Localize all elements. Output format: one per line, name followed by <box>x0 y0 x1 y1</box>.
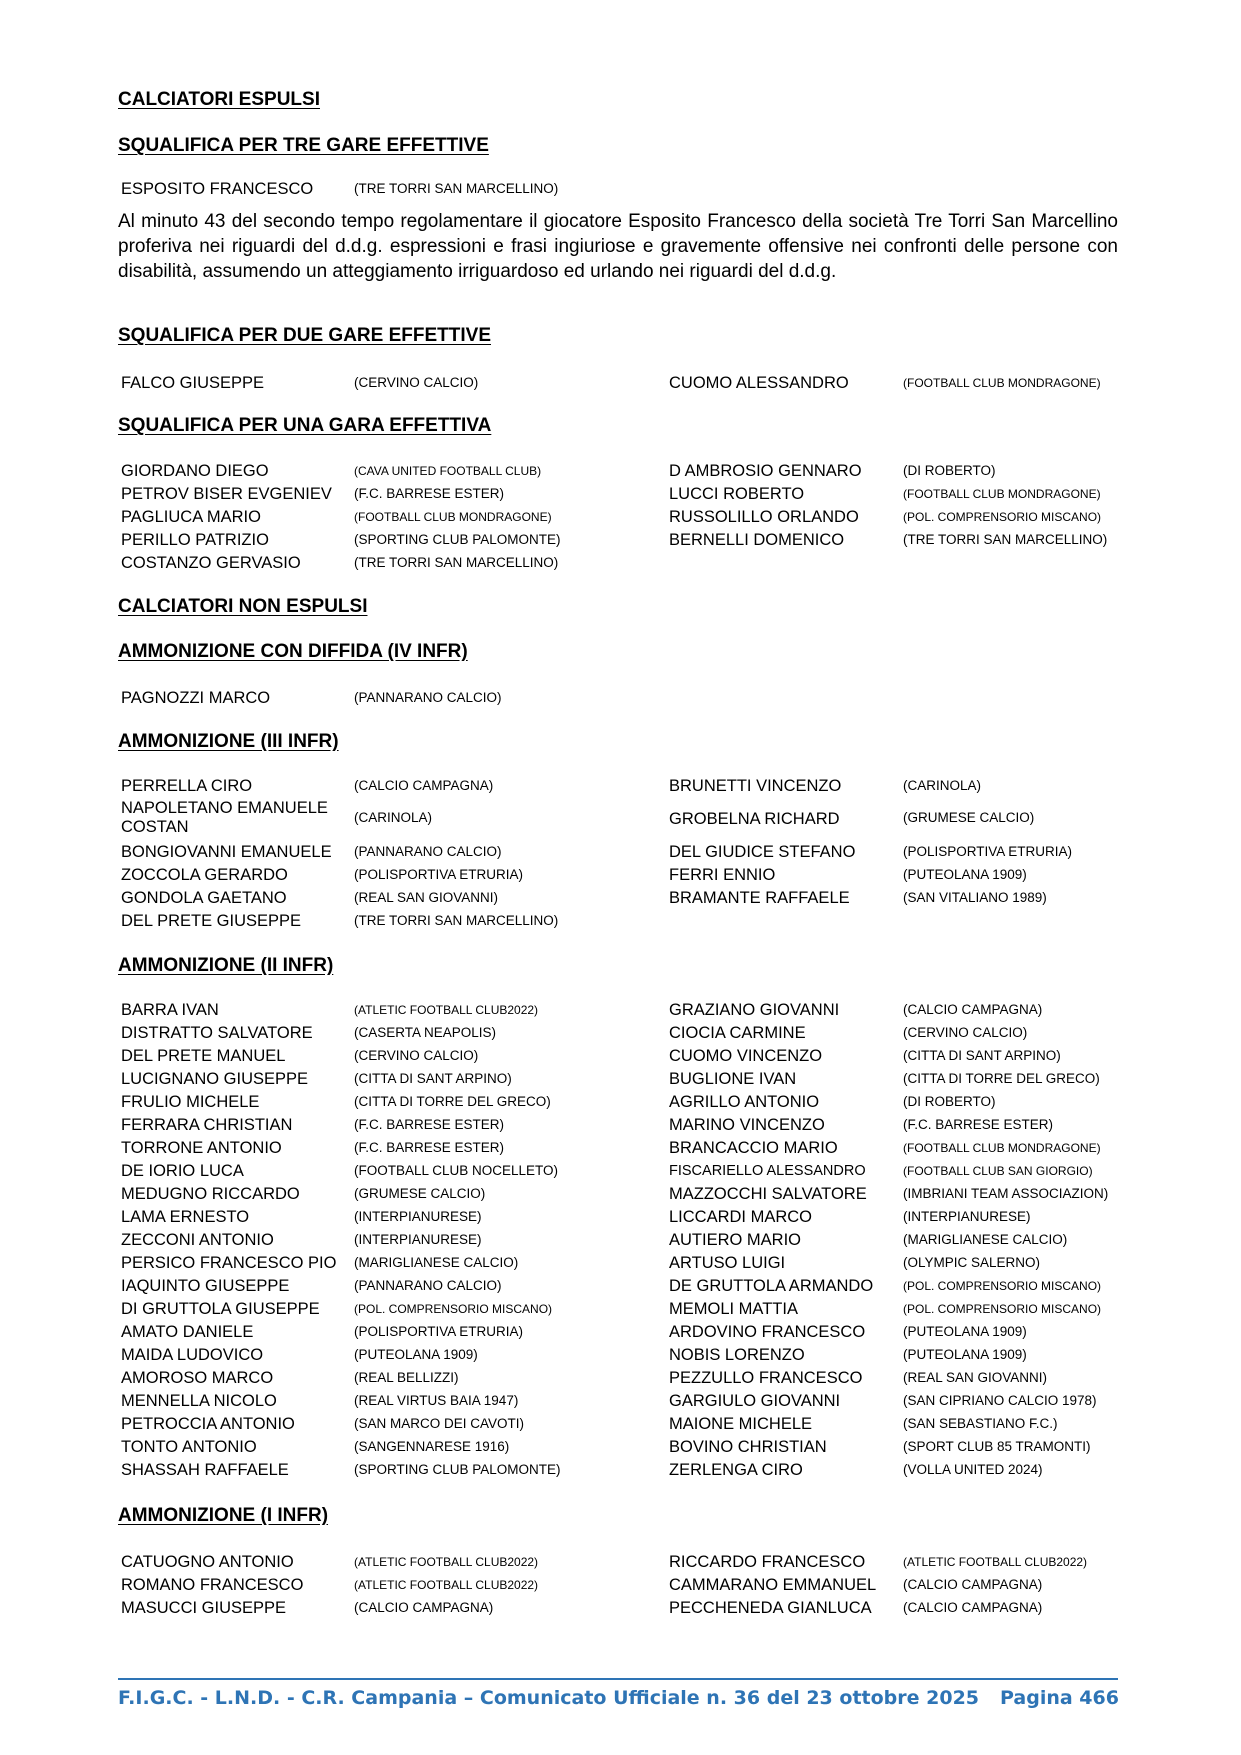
player-name: BARRA IVAN <box>121 1001 219 1019</box>
team-name: (CITTA DI SANT ARPINO) <box>354 1071 512 1086</box>
table-row <box>118 374 1128 398</box>
team-name: (CALCIO CAMPAGNA) <box>354 778 494 793</box>
section-title-ammonizione-i: AMMONIZIONE (I INFR) <box>118 1505 329 1526</box>
table-row <box>118 1208 1128 1232</box>
player-name: GIORDANO DIEGO <box>121 462 269 480</box>
player-name: ESPOSITO FRANCESCO <box>121 180 314 198</box>
team-name: (CALCIO CAMPAGNA) <box>354 1600 494 1615</box>
team-name: (F.C. BARRESE ESTER) <box>354 1117 505 1132</box>
team-name: (PANNARANO CALCIO) <box>354 844 502 859</box>
player-name: TORRONE ANTONIO <box>121 1139 282 1157</box>
section-title-calciatori-espulsi: CALCIATORI ESPULSI <box>118 89 320 110</box>
table-row <box>118 1346 1128 1370</box>
table-row <box>118 485 1128 509</box>
table-row <box>118 843 1128 867</box>
player-name: GARGIULO GIOVANNI <box>669 1392 841 1410</box>
team-name: (PUTEOLANA 1909) <box>903 1324 1027 1339</box>
table-row <box>118 180 1128 204</box>
team-name: (CERVINO CALCIO) <box>354 1048 479 1063</box>
team-name: (INTERPIANURESE) <box>903 1209 1031 1224</box>
table-row <box>118 531 1128 555</box>
table-row <box>118 1185 1128 1209</box>
table-row <box>118 1415 1128 1439</box>
team-name: (IMBRIANI TEAM ASSOCIAZION) <box>903 1186 1109 1201</box>
player-name: BRUNETTI VINCENZO <box>669 777 842 795</box>
table-row <box>118 1116 1128 1140</box>
player-name: DISTRATTO SALVATORE <box>121 1024 313 1042</box>
table-row <box>118 799 1128 841</box>
player-name: FERRI ENNIO <box>669 866 776 884</box>
table-row <box>118 1162 1128 1186</box>
table-row <box>118 1001 1128 1025</box>
team-name: (SPORTING CLUB PALOMONTE) <box>354 1462 561 1477</box>
player-name: BONGIOVANNI EMANUELE <box>121 843 332 861</box>
table-row <box>118 1576 1128 1600</box>
team-name: (SAN MARCO DEI CAVOTI) <box>354 1416 525 1431</box>
player-name: MENNELLA NICOLO <box>121 1392 277 1410</box>
team-name: (ATLETIC FOOTBALL CLUB2022) <box>903 1555 1088 1569</box>
team-name: (PANNARANO CALCIO) <box>354 690 502 705</box>
player-name: BOVINO CHRISTIAN <box>669 1438 827 1456</box>
table-row <box>118 508 1128 532</box>
player-name: AMATO DANIELE <box>121 1323 254 1341</box>
table-row <box>118 866 1128 890</box>
player-name: LICCARDI MARCO <box>669 1208 813 1226</box>
team-name: (CALCIO CAMPAGNA) <box>903 1577 1043 1592</box>
player-name: FALCO GIUSEPPE <box>121 374 265 392</box>
player-name: RICCARDO FRANCESCO <box>669 1553 866 1571</box>
team-name: (SAN VITALIANO 1989) <box>903 890 1047 905</box>
player-name: PERSICO FRANCESCO PIO <box>121 1254 337 1272</box>
player-name: AUTIERO MARIO <box>669 1231 802 1249</box>
player-name: BRANCACCIO MARIO <box>669 1139 838 1157</box>
player-name: MEDUGNO RICCARDO <box>121 1185 300 1203</box>
player-name: MAIONE MICHELE <box>669 1415 813 1433</box>
team-name: (REAL VIRTUS BAIA 1947) <box>354 1393 519 1408</box>
player-name: ZECCONI ANTONIO <box>121 1231 274 1249</box>
team-name: (FOOTBALL CLUB MONDRAGONE) <box>903 1141 1101 1155</box>
table-row <box>118 1024 1128 1048</box>
section-title-ammonizione-diffida: AMMONIZIONE CON DIFFIDA (IV INFR) <box>118 641 468 662</box>
team-name: (F.C. BARRESE ESTER) <box>903 1117 1054 1132</box>
team-name: (GRUMESE CALCIO) <box>354 1186 486 1201</box>
team-name: (CERVINO CALCIO) <box>903 1025 1028 1040</box>
player-name: MAIDA LUDOVICO <box>121 1346 264 1364</box>
team-name: (ATLETIC FOOTBALL CLUB2022) <box>354 1003 539 1017</box>
team-name: (CASERTA NEAPOLIS) <box>354 1025 497 1040</box>
section-title-calciatori-non-espulsi: CALCIATORI NON ESPULSI <box>118 596 368 617</box>
team-name: (REAL SAN GIOVANNI) <box>354 890 499 905</box>
table-row <box>118 1047 1128 1071</box>
team-name: (DI ROBERTO) <box>903 1094 996 1109</box>
player-name: PERRELLA CIRO <box>121 777 253 795</box>
team-name: (CALCIO CAMPAGNA) <box>903 1002 1043 1017</box>
team-name: (TRE TORRI SAN MARCELLINO) <box>354 913 559 928</box>
player-name: MAZZOCCHI SALVATORE <box>669 1185 867 1203</box>
team-name: (FOOTBALL CLUB MONDRAGONE) <box>903 487 1101 501</box>
team-name: (POL. COMPRENSORIO MISCANO) <box>903 510 1102 524</box>
team-name: (F.C. BARRESE ESTER) <box>354 486 505 501</box>
player-name: CUOMO ALESSANDRO <box>669 374 849 392</box>
team-name: (CITTA DI SANT ARPINO) <box>903 1048 1061 1063</box>
table-row <box>118 1599 1128 1623</box>
player-name: PAGNOZZI MARCO <box>121 689 271 707</box>
player-name: MARINO VINCENZO <box>669 1116 825 1134</box>
team-name: (CITTA DI TORRE DEL GRECO) <box>903 1071 1100 1086</box>
player-name: NAPOLETANO EMANUELE <box>121 799 328 817</box>
table-row <box>118 1254 1128 1278</box>
team-name: (CITTA DI TORRE DEL GRECO) <box>354 1094 551 1109</box>
team-name: (POLISPORTIVA ETRURIA) <box>354 867 524 882</box>
team-name: (SAN SEBASTIANO F.C.) <box>903 1416 1058 1431</box>
table-row <box>118 912 1128 936</box>
team-name: (FOOTBALL CLUB MONDRAGONE) <box>354 510 552 524</box>
team-name: (POL. COMPRENSORIO MISCANO) <box>903 1302 1102 1316</box>
player-name: GROBELNA RICHARD <box>669 810 840 828</box>
player-name: MASUCCI GIUSEPPE <box>121 1599 287 1617</box>
team-name: (DI ROBERTO) <box>903 463 996 478</box>
player-name: ROMANO FRANCESCO <box>121 1576 304 1594</box>
team-name: (FOOTBALL CLUB SAN GIORGIO) <box>903 1164 1093 1178</box>
player-name: ZERLENGA CIRO <box>669 1461 803 1479</box>
player-name: DE IORIO LUCA <box>121 1162 244 1180</box>
player-name: AMOROSO MARCO <box>121 1369 274 1387</box>
table-row <box>118 1139 1128 1163</box>
player-name: PECCHENEDA GIANLUCA <box>669 1599 872 1617</box>
player-name: PAGLIUCA MARIO <box>121 508 261 526</box>
team-name: (INTERPIANURESE) <box>354 1209 482 1224</box>
player-name: AGRILLO ANTONIO <box>669 1093 820 1111</box>
player-name: GONDOLA GAETANO <box>121 889 287 907</box>
player-name: MEMOLI MATTIA <box>669 1300 798 1318</box>
footer-text: F.I.G.C. - L.N.D. - C.R. Campania – Comunicato Ufficiale n. 36 del 23 ottobre 2025 <box>118 1687 980 1709</box>
team-name: (VOLLA UNITED 2024) <box>903 1462 1043 1477</box>
table-row <box>118 1438 1128 1462</box>
team-name: (POL. COMPRENSORIO MISCANO) <box>903 1279 1102 1293</box>
team-name: (F.C. BARRESE ESTER) <box>354 1140 505 1155</box>
player-name: PETROCCIA ANTONIO <box>121 1415 295 1433</box>
team-name: (ATLETIC FOOTBALL CLUB2022) <box>354 1555 539 1569</box>
footer-divider <box>118 1678 1118 1680</box>
team-name: (PUTEOLANA 1909) <box>903 867 1027 882</box>
player-name: LAMA ERNESTO <box>121 1208 250 1226</box>
team-name: (ATLETIC FOOTBALL CLUB2022) <box>354 1578 539 1592</box>
team-name: (FOOTBALL CLUB MONDRAGONE) <box>903 376 1101 390</box>
team-name: (SAN CIPRIANO CALCIO 1978) <box>903 1393 1097 1408</box>
player-name: CATUOGNO ANTONIO <box>121 1553 294 1571</box>
table-row <box>118 1277 1128 1301</box>
player-name: FRULIO MICHELE <box>121 1093 260 1111</box>
player-name: DEL PRETE GIUSEPPE <box>121 912 302 930</box>
disciplinary-note: Al minuto 43 del secondo tempo regolamentare il giocatore Esposito Francesco della società Tre Torri San Marcellino proferiva nei riguardi del d.d.g. espressioni e frasi ingiuriose e gravemente offensive nei confronti delle persone con disabilità, assumendo un atteggiamento irriguardoso ed urlando nei riguardi del d.d.g. <box>118 211 1118 282</box>
section-title-squalifica-una-gara: SQUALIFICA PER UNA GARA EFFETTIVA <box>118 415 492 436</box>
player-name: PETROV BISER EVGENIEV <box>121 485 332 503</box>
section-title-squalifica-tre-gare: SQUALIFICA PER TRE GARE EFFETTIVE <box>118 135 489 156</box>
table-row <box>118 689 1128 713</box>
table-row <box>118 1461 1128 1485</box>
table-row <box>118 462 1128 486</box>
team-name: (POLISPORTIVA ETRURIA) <box>903 844 1073 859</box>
player-name: BUGLIONE IVAN <box>669 1070 797 1088</box>
team-name: (FOOTBALL CLUB NOCELLETO) <box>354 1163 559 1178</box>
table-row <box>118 1369 1128 1393</box>
team-name: (PUTEOLANA 1909) <box>354 1347 478 1362</box>
team-name: (CALCIO CAMPAGNA) <box>903 1600 1043 1615</box>
table-row <box>118 1231 1128 1255</box>
section-title-squalifica-due-gare: SQUALIFICA PER DUE GARE EFFETTIVE <box>118 325 491 346</box>
player-name-continued: COSTAN <box>121 818 189 836</box>
player-name: COSTANZO GERVASIO <box>121 554 301 572</box>
table-row <box>118 777 1128 801</box>
player-name: ARDOVINO FRANCESCO <box>669 1323 866 1341</box>
player-name: DEL GIUDICE STEFANO <box>669 843 856 861</box>
team-name: (MARIGLIANESE CALCIO) <box>354 1255 519 1270</box>
team-name: (OLYMPIC SALERNO) <box>903 1255 1041 1270</box>
team-name: (REAL BELLIZZI) <box>354 1370 459 1385</box>
team-name: (PUTEOLANA 1909) <box>903 1347 1027 1362</box>
team-name: (REAL SAN GIOVANNI) <box>903 1370 1048 1385</box>
player-name: SHASSAH RAFFAELE <box>121 1461 289 1479</box>
player-name: DE GRUTTOLA ARMANDO <box>669 1277 874 1295</box>
player-name: D AMBROSIO GENNARO <box>669 462 862 480</box>
team-name: (CERVINO CALCIO) <box>354 375 479 390</box>
player-name: DI GRUTTOLA GIUSEPPE <box>121 1300 320 1318</box>
team-name: (PANNARANO CALCIO) <box>354 1278 502 1293</box>
team-name: (POL. COMPRENSORIO MISCANO) <box>354 1302 553 1316</box>
player-name: IAQUINTO GIUSEPPE <box>121 1277 290 1295</box>
player-name: TONTO ANTONIO <box>121 1438 257 1456</box>
team-name: (TRE TORRI SAN MARCELLINO) <box>354 181 559 196</box>
player-name: GRAZIANO GIOVANNI <box>669 1001 840 1019</box>
section-title-ammonizione-iii: AMMONIZIONE (III INFR) <box>118 731 339 752</box>
team-name: (TRE TORRI SAN MARCELLINO) <box>354 555 559 570</box>
table-row <box>118 554 1128 578</box>
player-name: PEZZULLO FRANCESCO <box>669 1369 863 1387</box>
page-number: Pagina 466 <box>1000 1687 1119 1709</box>
player-name: LUCCI ROBERTO <box>669 485 805 503</box>
player-name: ZOCCOLA GERARDO <box>121 866 288 884</box>
section-title-ammonizione-ii: AMMONIZIONE (II INFR) <box>118 955 334 976</box>
player-name: DEL PRETE MANUEL <box>121 1047 286 1065</box>
player-name: CIOCIA CARMINE <box>669 1024 806 1042</box>
table-row <box>118 1093 1128 1117</box>
table-row <box>118 889 1128 913</box>
player-name: BRAMANTE RAFFAELE <box>669 889 850 907</box>
team-name: (POLISPORTIVA ETRURIA) <box>354 1324 524 1339</box>
player-name: LUCIGNANO GIUSEPPE <box>121 1070 309 1088</box>
player-name: BERNELLI DOMENICO <box>669 531 845 549</box>
player-name: ARTUSO LUIGI <box>669 1254 786 1272</box>
player-name: CUOMO VINCENZO <box>669 1047 823 1065</box>
player-name: RUSSOLILLO ORLANDO <box>669 508 859 526</box>
team-name: (CAVA UNITED FOOTBALL CLUB) <box>354 464 542 478</box>
team-name: (INTERPIANURESE) <box>354 1232 482 1247</box>
team-name: (CARINOLA) <box>903 778 982 793</box>
table-row <box>118 1323 1128 1347</box>
player-name: FERRARA CHRISTIAN <box>121 1116 293 1134</box>
team-name: (MARIGLIANESE CALCIO) <box>903 1232 1068 1247</box>
team-name: (GRUMESE CALCIO) <box>903 810 1035 825</box>
team-name: (SPORT CLUB 85 TRAMONTI) <box>903 1439 1091 1454</box>
table-row <box>118 1300 1128 1324</box>
table-row <box>118 1392 1128 1416</box>
table-row <box>118 1553 1128 1577</box>
player-name: NOBIS LORENZO <box>669 1346 805 1364</box>
player-name: FISCARIELLO ALESSANDRO <box>669 1163 866 1179</box>
table-row <box>118 1070 1128 1094</box>
team-name: (SANGENNARESE 1916) <box>354 1439 510 1454</box>
player-name: CAMMARANO EMMANUEL <box>669 1576 877 1594</box>
player-name: PERILLO PATRIZIO <box>121 531 269 549</box>
team-name: (SPORTING CLUB PALOMONTE) <box>354 532 561 547</box>
team-name: (TRE TORRI SAN MARCELLINO) <box>903 532 1108 547</box>
team-name: (CARINOLA) <box>354 810 433 825</box>
